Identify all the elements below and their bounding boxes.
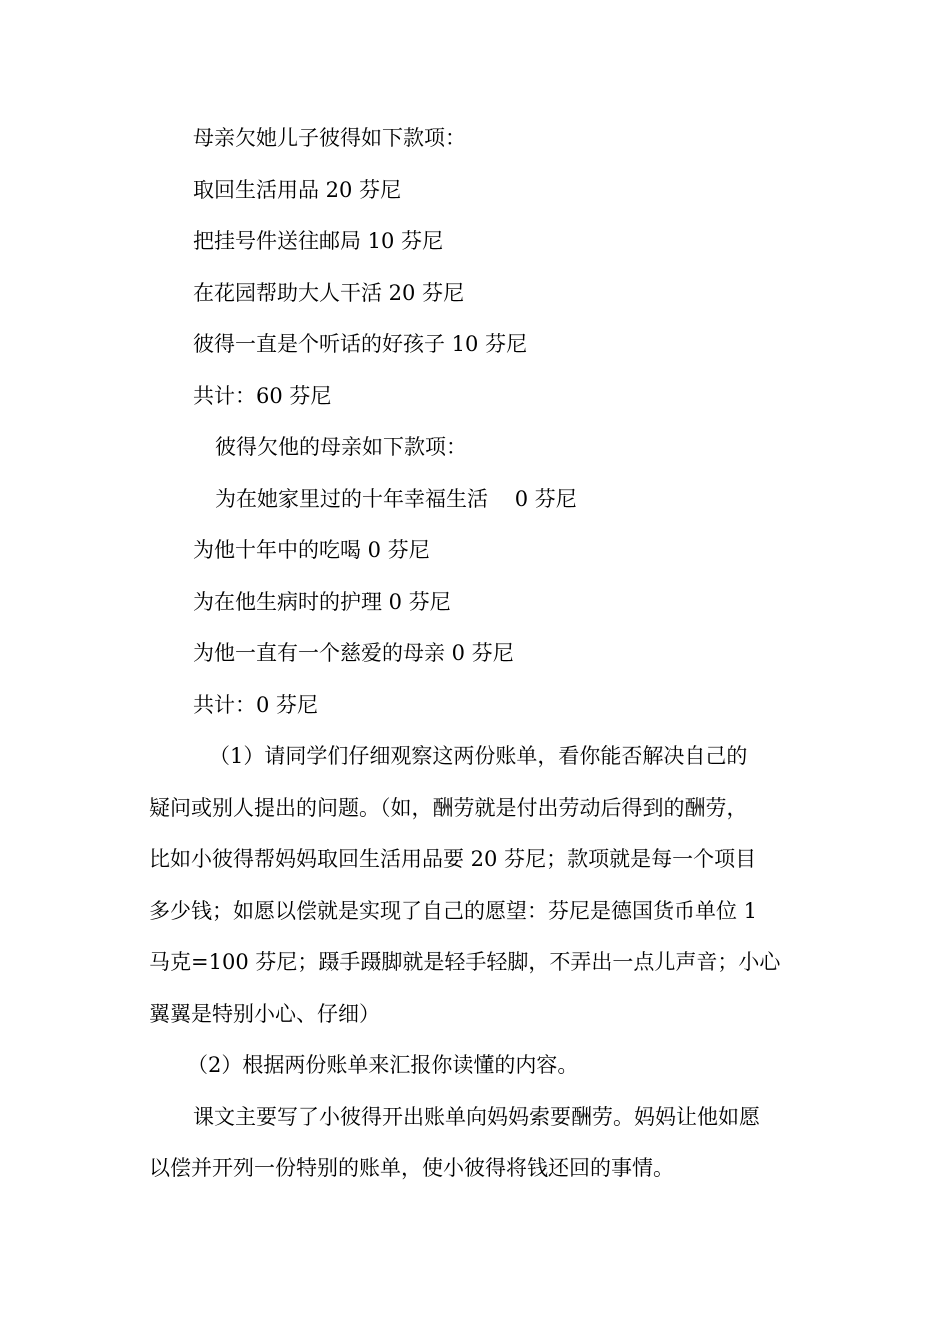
text-line: 彼得一直是个听话的好孩子 10 芬尼 bbox=[193, 332, 528, 356]
text-line: 翼翼是特别小心、仔细） bbox=[149, 1002, 380, 1026]
text-line: 为在她家里过的十年幸福生活 0 芬尼 bbox=[215, 487, 577, 511]
text-line: 取回生活用品 20 芬尼 bbox=[193, 178, 402, 202]
text-line: 母亲欠她儿子彼得如下款项： bbox=[193, 126, 466, 150]
text-line: 把挂号件送往邮局 10 芬尼 bbox=[193, 229, 444, 253]
text-line: 为他一直有一个慈爱的母亲 0 芬尼 bbox=[193, 641, 514, 665]
text-line: 共计：0 芬尼 bbox=[193, 693, 319, 717]
text-line: 为在他生病时的护理 0 芬尼 bbox=[193, 590, 451, 614]
text-line: 多少钱；如愿以偿就是实现了自己的愿望：芬尼是德国货币单位 1 bbox=[149, 899, 758, 923]
text-line: 课文主要写了小彼得开出账单向妈妈索要酬劳。妈妈让他如愿 bbox=[193, 1105, 760, 1129]
text-line: 马克=100 芬尼；蹑手蹑脚就是轻手轻脚，不弄出一点儿声音；小心 bbox=[149, 950, 781, 974]
text-line: 在花园帮助大人干活 20 芬尼 bbox=[193, 281, 465, 305]
text-line: 彼得欠他的母亲如下款项： bbox=[215, 435, 467, 459]
text-line: 比如小彼得帮妈妈取回生活用品要 20 芬尼；款项就是每一个项目 bbox=[149, 847, 757, 871]
text-line: 为他十年中的吃喝 0 芬尼 bbox=[193, 538, 430, 562]
text-line: （1）请同学们仔细观察这两份账单，看你能否解决自己的 bbox=[209, 744, 748, 768]
text-line: 以偿并开列一份特别的账单，使小彼得将钱还回的事情。 bbox=[149, 1156, 674, 1180]
text-line: （2）根据两份账单来汇报你读懂的内容。 bbox=[187, 1053, 579, 1077]
text-line: 共计：60 芬尼 bbox=[193, 384, 332, 408]
text-line: 疑问或别人提出的问题。（如，酬劳就是付出劳动后得到的酬劳， bbox=[149, 796, 748, 820]
